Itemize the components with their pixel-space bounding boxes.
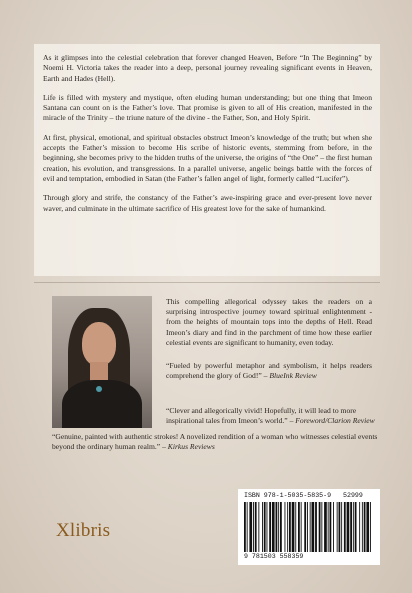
barcode-bar — [295, 502, 296, 552]
barcode-bars — [244, 502, 374, 552]
review-source: Foreword/Clarion Review — [295, 416, 375, 426]
barcode-bar — [324, 502, 327, 552]
barcode-bar — [258, 502, 259, 552]
barcode-bar — [278, 502, 279, 552]
price-code: 52999 — [343, 492, 363, 499]
barcode-bar — [353, 502, 354, 552]
barcode-bar — [292, 502, 295, 552]
barcode-bar — [276, 502, 278, 552]
barcode-bar — [253, 502, 254, 552]
barcode-bar — [249, 502, 252, 552]
barcode-bar — [287, 502, 288, 552]
synopsis-panel — [34, 44, 380, 276]
barcode-bar — [362, 502, 363, 552]
barcode-bar — [315, 502, 317, 552]
barcode-bar — [339, 502, 341, 552]
synopsis-paragraph-1: As it glimpses into the celestial celebration that forever changed Heaven, Before “In The Beginning” by Noemi H. Victoria takes the reader into a deep, personal journey revealing significant events in Heaven, Earth and Hades (Hell). — [43, 53, 372, 83]
barcode-bar — [337, 502, 338, 552]
barcode-bar — [364, 502, 366, 552]
barcode-bar — [289, 502, 291, 552]
barcode-bar — [321, 502, 322, 552]
synopsis-paragraph-2: Life is filled with mystery and mystique, often eluding human understanding; but one thing that Imeon Santana can count on is the Father’s love. That promise is given to all of His creation, manifested in the miracle of the Trinity – the triune nature of the divine - the Father, Son, and Holy Spirit. — [43, 92, 372, 123]
barcode-bar — [366, 502, 369, 552]
barcode-bar — [344, 502, 346, 552]
barcode-bar — [328, 502, 329, 552]
section-divider — [34, 282, 380, 283]
review-blueink — [166, 361, 372, 381]
barcode-bar — [269, 502, 271, 552]
barcode-bar — [370, 502, 371, 552]
barcode-bar — [330, 502, 332, 552]
barcode-bar — [255, 502, 257, 552]
review-quote: “Clever and allegorically vivid! Hopefully, it will lead to more inspirational tales from Imeon’s world.” – — [166, 406, 357, 426]
barcode-bar — [247, 502, 248, 552]
isbn-number: ISBN 978-1-5035-5835-9 — [244, 492, 332, 499]
barcode-bar — [310, 502, 311, 552]
isbn-barcode — [238, 489, 380, 565]
review-quote: “Fueled by powerful metaphor and symbolism, it helps readers comprehend the glory of God!” – — [166, 361, 372, 381]
barcode-bar — [262, 502, 263, 552]
review-source: BlueInk Review — [269, 371, 317, 381]
review-quote: “Genuine, painted with authentic strokes! A novelized rendition of a woman who witnesses celestial events beyond the ordinary human realm.” – — [52, 432, 378, 452]
barcode-bar — [307, 502, 308, 552]
barcode-bar — [347, 502, 350, 552]
synopsis-paragraph-4: Through glory and strife, the constancy of the Father’s awe-inspiring grace and ever-present love never waver, and culminate in the ultimate sacrifice of His greatest love for the sake of humankind. — [43, 193, 372, 213]
barcode-bar — [298, 502, 300, 552]
barcode-bar — [333, 502, 334, 552]
review-source: Kirkus Reviews — [167, 442, 215, 452]
barcode-bar — [355, 502, 357, 552]
review-foreword-clarion — [166, 406, 380, 426]
book-description: This compelling allegorical odyssey takes the readers on a surprising introspective journey toward spiritual enlightenment - from the heights of mountain tops into the depths of Hell. Read Imeon’s diary and find in the parchment of time how these earlier celestial events are significant to humanity, even today. — [166, 297, 372, 347]
barcode-bar — [285, 502, 286, 552]
publisher-logo: Xlibris — [56, 520, 111, 541]
barcode-bar — [267, 502, 268, 552]
review-kirkus — [52, 432, 382, 452]
barcode-bar — [359, 502, 360, 552]
barcode-bar — [341, 502, 342, 552]
barcode-bar — [301, 502, 302, 552]
isbn-text — [244, 492, 374, 499]
barcode-bar — [319, 502, 321, 552]
barcode-bar — [244, 502, 246, 552]
barcode-bar — [280, 502, 282, 552]
author-photo — [52, 296, 152, 428]
barcode-bar — [264, 502, 266, 552]
barcode-bar — [350, 502, 352, 552]
barcode-digits: 9 781503 558359 — [244, 553, 304, 560]
barcode-bar — [312, 502, 315, 552]
synopsis-paragraph-3: At first, physical, emotional, and spiritual obstacles obstruct Imeon’s knowledge of the truth; but when she accepts the Father’s mission to become His scribe of historic events, stemming from before, in the beginning, she becomes privy to the hidden truths of the universe, the origins of “the One” – the first human creation, his evolution, and transgressions. In a parallel universe, angelic beings battle with the forces of evil and temptation, embodied in Satan (the Father’s fallen angel of light, formerly called “Lucifer”). — [43, 132, 372, 183]
barcode-bar — [272, 502, 275, 552]
barcode-bar — [304, 502, 306, 552]
